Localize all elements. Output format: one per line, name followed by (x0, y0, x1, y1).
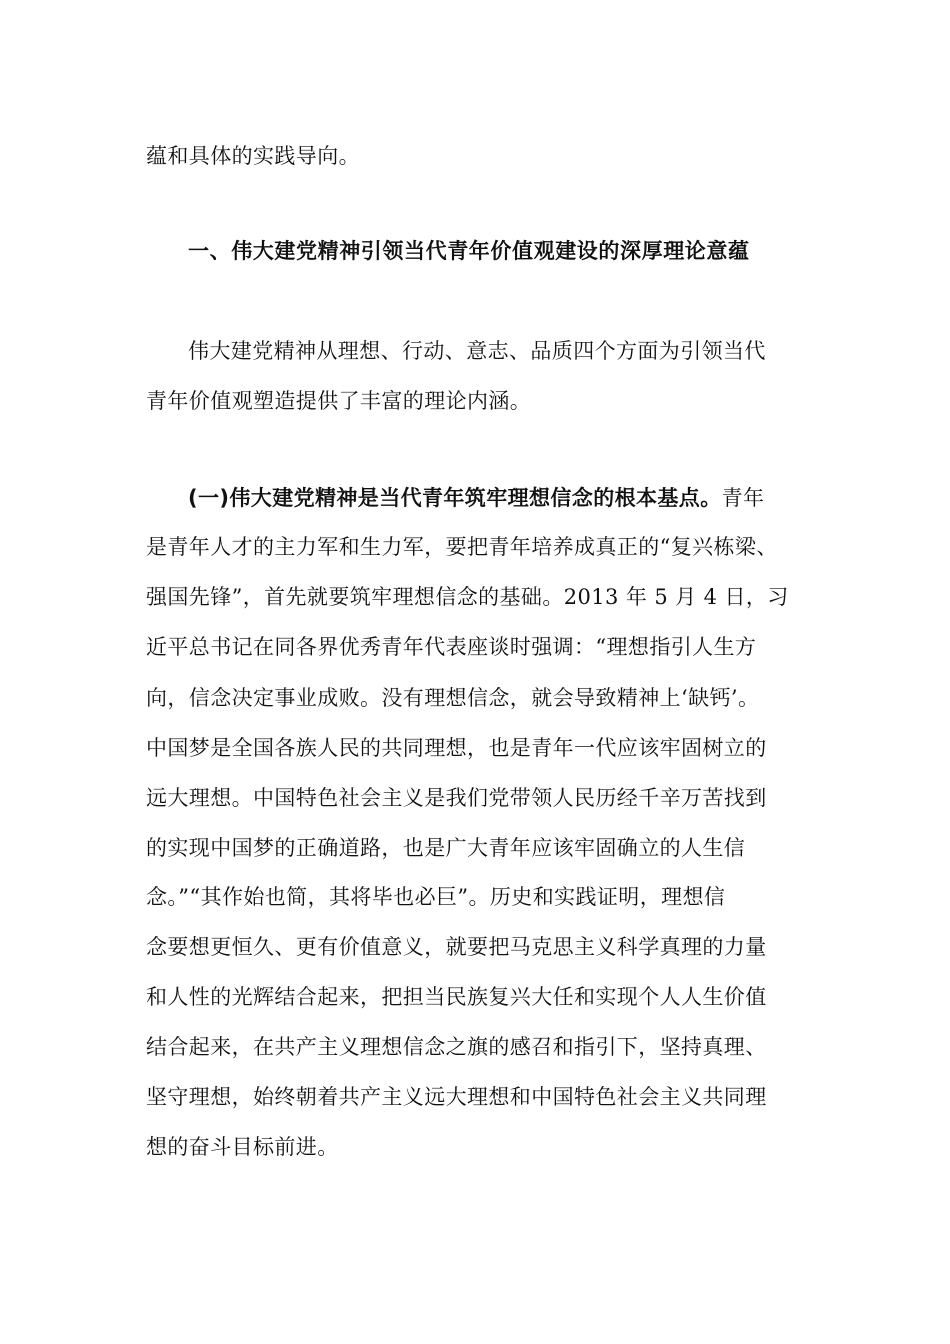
body-line: 念要想更恒久、更有价值意义，就要把马克思主义科学真理的力量 (146, 935, 767, 959)
body-line: 念。”“其作始也简，其将毕也必巨”。历史和实践证明，理想信 (146, 885, 726, 909)
body-line: 青年价值观塑造提供了丰富的理论内涵。 (146, 389, 532, 413)
body-line: 远大理想。中国特色社会主义是我们党带领人民历经千辛万苦找到 (146, 786, 767, 810)
body-line: 蕴和具体的实践导向。 (146, 144, 360, 168)
body-line: 想的奋斗目标前进。 (146, 1135, 339, 1159)
subsection-heading: (一)伟大建党精神是当代青年筑牢理想信念的根本基点。 (188, 486, 722, 510)
body-text: 青年 (721, 486, 765, 510)
section-heading: 一、伟大建党精神引领当代青年价值观建设的深厚理论意蕴 (188, 239, 750, 263)
body-line: 伟大建党精神从理想、行动、意志、品质四个方面为引领当代 (188, 339, 766, 363)
body-line: 近平总书记在同各界优秀青年代表座谈时强调：“理想指引人生方 (146, 635, 757, 659)
body-line: 强国先锋”，首先就要筑牢理想信念的基础。2013 年 5 月 4 日，习 (146, 585, 789, 609)
body-line: 的实现中国梦的正确道路，也是广大青年应该牢固确立的人生信 (146, 836, 746, 860)
body-line: 是青年人才的主力军和生力军，要把青年培养成真正的“复兴栋梁、 (146, 535, 778, 559)
body-line: 结合起来，在共产主义理想信念之旗的感召和指引下，坚持真理、 (146, 1035, 767, 1059)
subsection-line (188, 483, 764, 513)
body-line: 向，信念决定事业成败。没有理想信念，就会导致精神上‘缺钙’。 (146, 686, 760, 710)
body-line: 坚守理想，始终朝着共产主义远大理想和中国特色社会主义共同理 (146, 1085, 767, 1109)
body-line: 中国梦是全国各族人民的共同理想，也是青年一代应该牢固树立的 (146, 736, 767, 760)
body-line: 和人性的光辉结合起来，把担当民族复兴大任和实现个人人生价值 (146, 985, 767, 1009)
